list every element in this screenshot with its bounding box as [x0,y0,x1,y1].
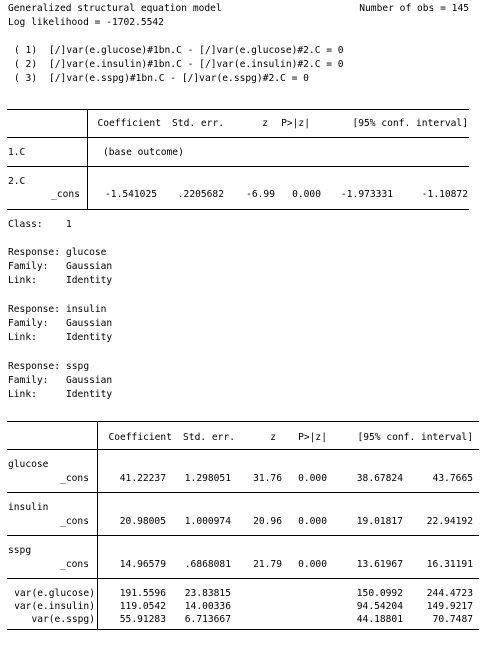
col-header-z: z [270,432,276,443]
col-header-conf-interval: [95% conf. interval] [357,432,473,443]
response-label: Response: [8,304,60,315]
table-rule [7,421,479,422]
ci-lower-value: 150.0992 [356,588,403,599]
coefficient-value: 20.98005 [119,516,166,527]
std-err-value: 14.00336 [184,601,231,612]
link-value: Identity [66,332,113,343]
class-value: 1 [66,219,72,230]
constraint-number: ( 1) [14,45,38,56]
table-rule [7,137,469,138]
coefficient-value: 41.22237 [119,473,166,484]
table-rule [7,629,479,630]
table-rule [7,166,469,167]
ci-lower-value: 94.54204 [356,601,403,612]
std-err-value: 1.000974 [184,516,231,527]
coefficient-value: 119.0542 [119,601,166,612]
std-err-value: 23.83815 [184,588,231,599]
family-label: Family: [8,318,49,329]
equation-label: insulin [8,502,49,513]
family-label: Family: [8,375,49,386]
coefficient-value: 14.96579 [119,559,166,570]
z-value: 21.79 [253,559,282,570]
variance-label: var(e.insulin) [14,601,95,612]
table-rule [7,449,479,450]
std-err-value: 6.713667 [184,614,231,625]
constraint-expression: [/]var(e.glucose)#1bn.C - [/]var(e.glucose)#2.C = 0 [49,45,344,56]
col-header-conf-interval: [95% conf. interval] [352,118,468,129]
row-label: 2.C [8,176,26,187]
ci-upper-value: 70.7487 [432,614,473,625]
response-value: sspg [66,361,90,372]
base-outcome-note: (base outcome) [103,147,184,158]
table-rule [7,535,479,536]
std-err-value: 1.298051 [184,473,231,484]
std-err-value: .6868081 [184,559,231,570]
ci-lower-value: 19.01817 [356,516,403,527]
response-value: glucose [66,247,107,258]
constraint-number: ( 2) [14,59,38,70]
col-header-std-err: Std. err. [183,432,235,443]
coefficient-value: -1.541025 [105,189,157,200]
ci-upper-value: 22.94192 [426,516,473,527]
link-label: Link: [8,332,37,343]
p-value: 0.000 [292,189,321,200]
response-label: Response: [8,361,60,372]
log-likelihood: Log likelihood = -1702.5542 [8,17,164,28]
equation-label: sspg [8,545,32,556]
link-label: Link: [8,389,37,400]
constraint-number: ( 3) [14,73,38,84]
link-value: Identity [66,389,113,400]
z-value: 31.76 [253,473,282,484]
table-separator [97,421,98,629]
variance-label: var(e.glucose) [14,588,95,599]
cons-label: _cons [60,473,89,484]
ci-lower-value: 13.61967 [356,559,403,570]
link-value: Identity [66,275,113,286]
table-rule [7,578,479,579]
link-label: Link: [8,275,37,286]
response-value: insulin [66,304,107,315]
std-err-value: .2205682 [177,189,224,200]
model-title: Generalized structural equation model [8,3,222,14]
ci-upper-value: -1.10872 [421,189,468,200]
class-label: Class: [8,219,43,230]
table-rule [7,492,479,493]
ci-upper-value: 244.4723 [426,588,473,599]
constraint-expression: [/]var(e.sspg)#1bn.C - [/]var(e.sspg)#2.C = 0 [49,73,309,84]
p-value: 0.000 [298,559,327,570]
cons-label: _cons [51,189,80,200]
table-rule [7,109,469,110]
row-label: 1.C [8,147,26,158]
coefficient-value: 55.91283 [119,614,166,625]
col-header-z: z [262,118,268,129]
ci-lower-value: -1.973331 [341,189,393,200]
family-value: Gaussian [66,261,113,272]
col-header-p: P>|z| [281,118,310,129]
constraint-expression: [/]var(e.insulin)#1bn.C - [/]var(e.insulin)#2.C = 0 [49,59,344,70]
z-value: -6.99 [246,189,275,200]
response-label: Response: [8,247,60,258]
ci-upper-value: 16.31191 [426,559,473,570]
cons-label: _cons [60,516,89,527]
coefficient-value: 191.5596 [119,588,166,599]
ci-upper-value: 43.7665 [432,473,473,484]
cons-label: _cons [60,559,89,570]
col-header-coefficient: Coefficient [97,118,161,129]
equation-label: glucose [8,459,49,470]
col-header-std-err: Std. err. [172,118,224,129]
ci-lower-value: 38.67824 [356,473,403,484]
z-value: 20.96 [253,516,282,527]
family-label: Family: [8,261,49,272]
p-value: 0.000 [298,473,327,484]
family-value: Gaussian [66,375,113,386]
p-value: 0.000 [298,516,327,527]
ci-lower-value: 44.18801 [356,614,403,625]
col-header-p: P>|z| [298,432,327,443]
col-header-coefficient: Coefficient [108,432,172,443]
family-value: Gaussian [66,318,113,329]
number-of-obs: Number of obs = 145 [359,3,469,14]
variance-label: var(e.sspg) [31,614,95,625]
ci-upper-value: 149.9217 [426,601,473,612]
table-rule [7,209,469,210]
